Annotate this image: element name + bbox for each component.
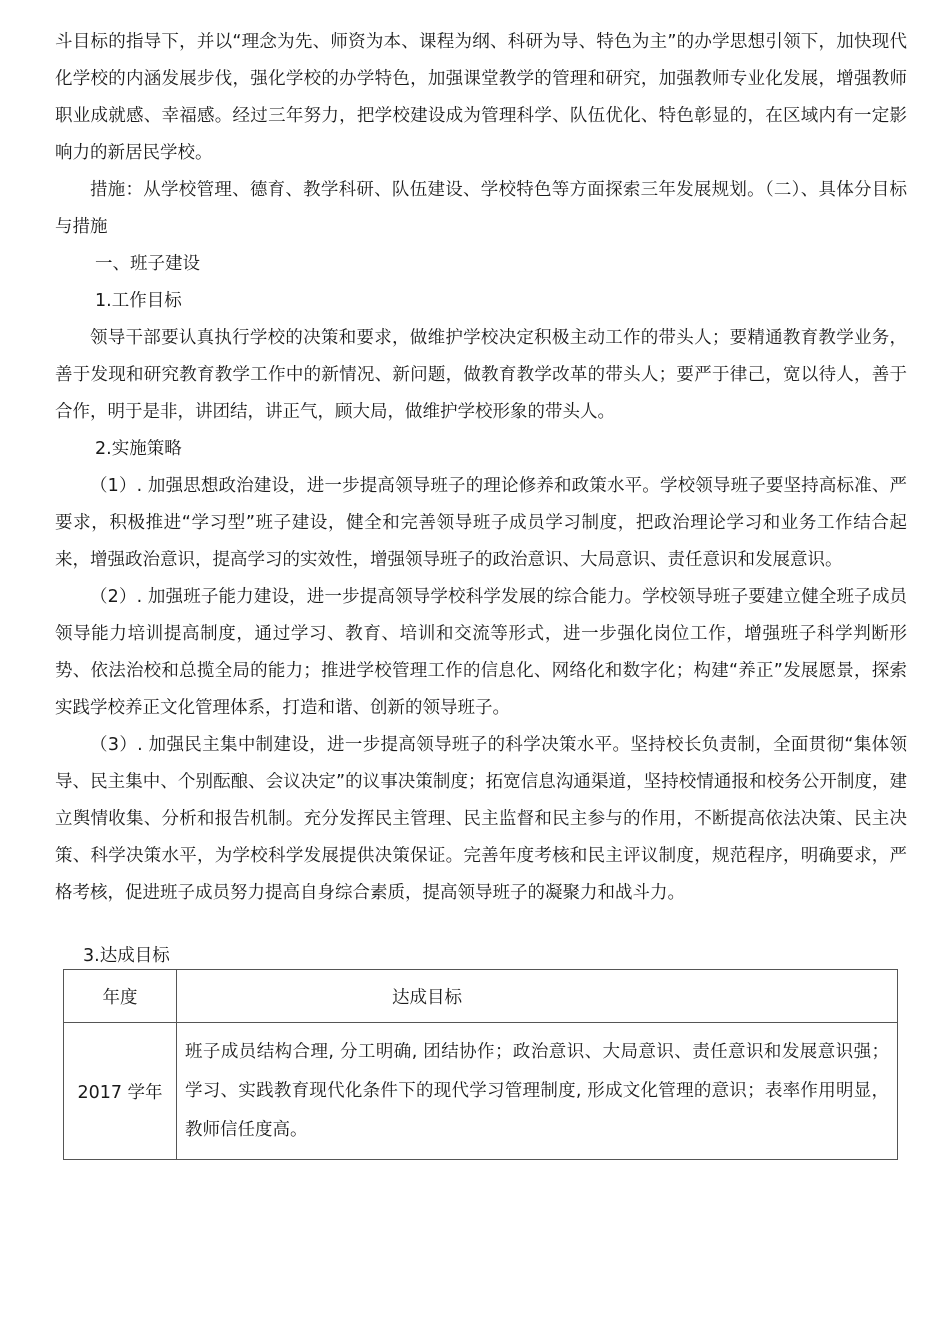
- table-row: [64, 1023, 898, 1160]
- paragraph-strategy-3: （3）. 加强民主集中制建设，进一步提高领导班子的科学决策水平。坚持校长负责制，全面贯彻“集体领导、民主集中、个别酝酿、会议决定”的议事决策制度；拓宽信息沟通渠道，坚持校情通报和校务公开制度，建立舆情收集、分析和报告机制。充分发挥民主管理、民主监督和民主参与的作用，不断提高依法决策、民主决策、科学决策水平，为学校科学发展提供决策保证。完善年度考核和民主评议制度，规范程序，明确要求，严格考核，促进班子成员努力提高自身综合素质，提高领导班子的凝聚力和战斗力。: [55, 735, 907, 903]
- table-title: 3.达成目标: [83, 946, 170, 966]
- subheading-work-goals: 1.工作目标: [95, 291, 182, 311]
- table-header-row: [64, 970, 898, 1023]
- paragraph-strategy-2: （2）. 加强班子能力建设，进一步提高领导学校科学发展的综合能力。学校领导班子要建立健全班子成员领导能力培训提高制度，通过学习、教育、培训和交流等形式，进一步强化岗位工作，增强班子科学判断形势、依法治校和总揽全局的能力；推进学校管理工作的信息化、网络化和数字化；构建“养正”发展愿景，探索实践学校养正文化管理体系，打造和谐、创新的领导班子。: [55, 587, 907, 718]
- paragraph-work-goals: 领导干部要认真执行学校的决策和要求，做维护学校决定积极主动工作的带头人；要精通教育教学业务，善于发现和研究教育教学工作中的新情况、新问题，做教育教学改革的带头人；要严于律己，宽以待人，善于合作，明于是非，讲团结，讲正气，顾大局，做维护学校形象的带头人。: [55, 328, 907, 422]
- paragraph-measures: 措施：从学校管理、德育、教学科研、队伍建设、学校特色等方面探索三年发展规划。（二）、具体分目标与措施: [55, 180, 907, 237]
- section-heading-leadership: 一、班子建设: [95, 254, 200, 274]
- cell-goal: 班子成员结构合理, 分工明确, 团结协作；政治意识、大局意识、责任意识和发展意识强；学习、实践教育现代化条件下的现代学习管理制度, 形成文化管理的意识；表率作用明显，教师信任度高。: [177, 1023, 898, 1160]
- cell-year: 2017 学年: [64, 1023, 177, 1160]
- goals-table: [63, 969, 898, 1160]
- document-body: [55, 24, 907, 912]
- subheading-strategies: 2.实施策略: [95, 439, 182, 459]
- header-goal: 达成目标: [177, 970, 898, 1023]
- paragraph-mission: 斗目标的指导下，并以“理念为先、师资为本、课程为纲、科研为导、特色为主”的办学思想引领下，加快现代化学校的内涵发展步伐，强化学校的办学特色，加强课堂教学的管理和研究，加强教师专业化发展，增强教师职业成就感、幸福感。经过三年努力，把学校建设成为管理科学、队伍优化、特色彰显的，在区域内有一定影响力的新居民学校。: [55, 32, 907, 163]
- paragraph-strategy-1: （1）. 加强思想政治建设，进一步提高领导班子的理论修养和政策水平。学校领导班子要坚持高标准、严要求，积极推进“学习型”班子建设，健全和完善领导班子成员学习制度，把政治理论学习和业务工作结合起来，增强政治意识，提高学习的实效性，增强领导班子的政治意识、大局意识、责任意识和发展意识。: [55, 476, 907, 570]
- header-year: 年度: [64, 970, 177, 1023]
